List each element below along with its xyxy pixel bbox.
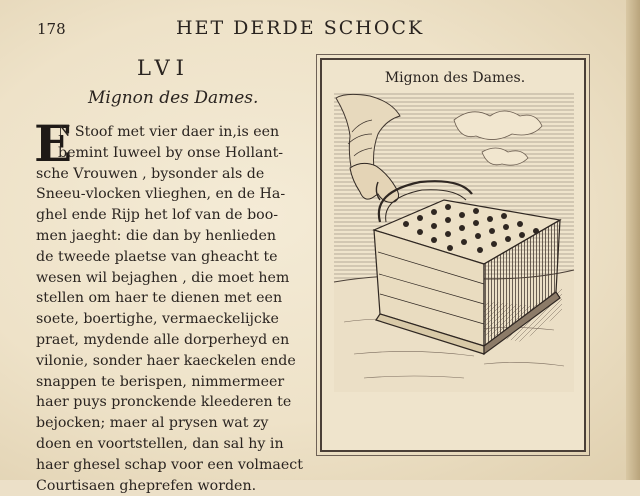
poem-line: N Stoof met vier daer in,is een xyxy=(58,124,280,140)
poem-line: de tweede plaetse van gheacht te xyxy=(36,248,278,265)
poem-line: men jaeght: die dan by henlieden xyxy=(36,227,277,244)
next-page-edge xyxy=(626,0,640,480)
poem-line: snappen te berispen, nimmermeer xyxy=(36,373,285,390)
poem-line: praet, mydende alle dorperheyd en xyxy=(36,331,290,348)
chapter-title: Mignon des Dames. xyxy=(88,88,259,108)
poem-line: stellen om haer te dienen met een xyxy=(36,290,283,307)
poem-line: wesen wil bejaghen , die moet hem xyxy=(36,269,290,286)
foot-stove-illustration xyxy=(334,92,574,392)
poem-line: sche Vrouwen , bysonder als de xyxy=(36,165,265,182)
poem-line: haer puys pronckende kleederen te xyxy=(36,394,292,411)
poem-line: Courtisaen gheprefen worden. xyxy=(36,477,257,494)
poem-line: bejocken; maer al prysen wat zy xyxy=(36,415,269,432)
poem-line: ghel ende Rijp het lof van de boo- xyxy=(36,207,279,224)
poem-line: Sneeu-vlocken vlieghen, en de Ha- xyxy=(36,186,286,203)
poem-line: bemint Iuweel by onse Hollant- xyxy=(58,144,284,161)
poem-line: vilonie, sonder haer kaeckelen ende xyxy=(36,352,296,369)
drop-cap: E xyxy=(34,114,73,173)
poem-line: soete, boertighe, vermaeckelijcke xyxy=(36,311,279,328)
poem-line: doen en voortstellen, dan sal hy in xyxy=(36,435,284,452)
engraving-caption: Mignon des Dames. xyxy=(384,70,526,86)
poem-line: haer ghesel schap voor een volmaect xyxy=(36,456,303,473)
chapter-number: LVI xyxy=(137,56,190,80)
running-head: HET DERDE SCHOCK xyxy=(176,17,425,39)
page-number: 178 xyxy=(37,20,66,38)
poem-text xyxy=(34,114,303,496)
